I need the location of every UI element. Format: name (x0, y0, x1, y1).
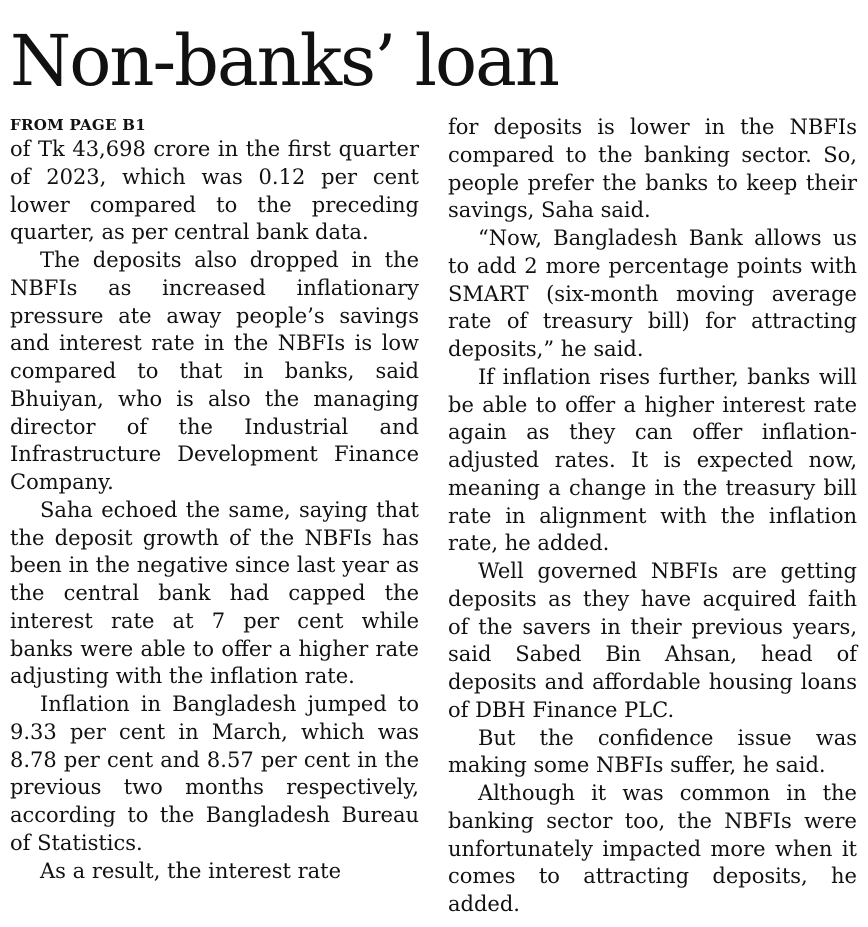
paragraph: Well governed NBFIs are getting deposits as they have acquired faith of the savers in their previous years, said Sabed Bin Ahsan, head of deposits and affordable housing loans of DBH Finance PLC. (448, 559, 857, 722)
headline: Non-banks’ loan (10, 20, 558, 102)
paragraph: for deposits is lower in the NBFIs compared to the banking sector. So, people prefer the banks to keep their savings, Saha said. (448, 115, 857, 223)
article-column-1 (10, 114, 419, 927)
paragraph: If inflation rises further, banks will be able to offer a higher interest rate again as they can offer inflation-adjusted rates. It is expected now, meaning a change in the treasury bill rate in alignment with the inflation rate, he added. (448, 364, 857, 556)
article-column-2 (448, 114, 857, 927)
paragraph: “Now, Bangladesh Bank allows us to add 2 more percentage points with SMART (six-month moving average rate of treasury bill) for attracting deposits,” he said. (448, 226, 857, 361)
paragraph: As a result, the interest rate (40, 858, 342, 883)
paragraph: Saha echoed the same, saying that the deposit growth of the NBFIs has been in the negative since last year as the central bank had capped the interest rate at 7 per cent while banks were able to offer a higher rate adjusting with the inflation rate. (10, 497, 419, 689)
paragraph: But the confidence issue was making some NBFIs suffer, he said. (448, 725, 857, 778)
jump-kicker: FROM PAGE B1 (10, 116, 147, 134)
paragraph: Although it was common in the banking sector too, the NBFIs were unfortunately impacted more when it comes to attracting deposits, he added. (448, 781, 857, 916)
paragraph: Inflation in Bangladesh jumped to 9.33 per cent in March, which was 8.78 per cent and 8.57 per cent in the previous two months respectively, according to the Bangladesh Bureau of Statistics. (10, 692, 419, 855)
paragraph: of Tk 43,698 crore in the first quarter of 2023, which was 0.12 per cent lower compared to the preceding quarter, as per central bank data. (10, 137, 419, 245)
paragraph: The deposits also dropped in the NBFIs as increased inflationary pressure ate away people’s savings and interest rate in the NBFIs is low compared to that in banks, said Bhuiyan, who is also the managing director of the Industrial and Infrastructure Development Finance Company. (10, 248, 419, 494)
